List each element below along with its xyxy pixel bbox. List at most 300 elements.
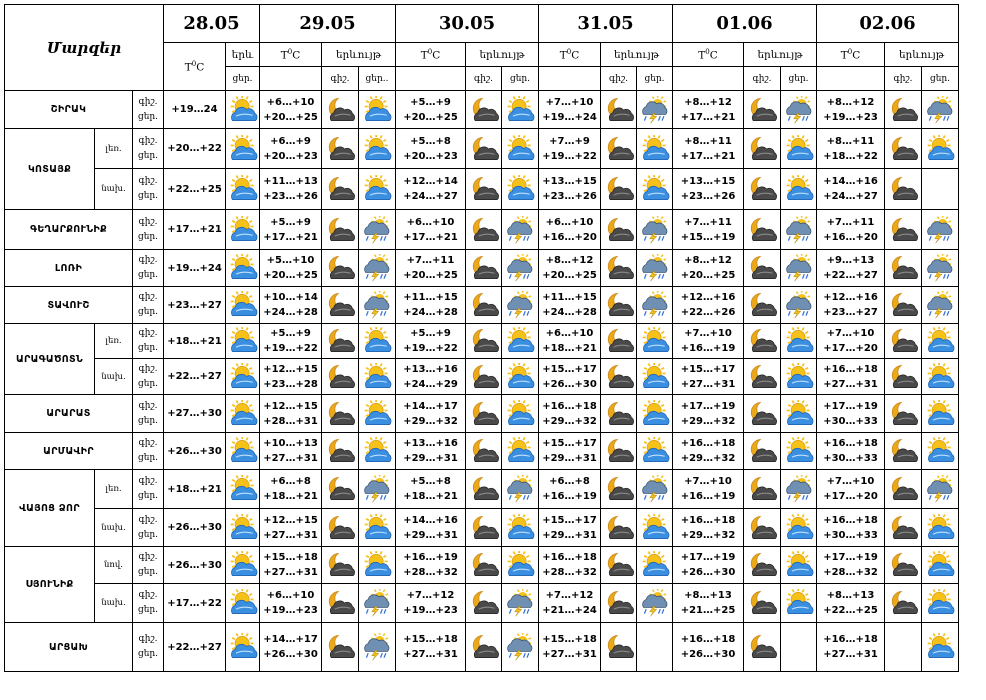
- night-temp: +6…+10: [406, 216, 455, 228]
- sun-cloud-icon: [637, 324, 673, 359]
- night-day-label: [133, 395, 164, 433]
- sun-cloud-icon: [502, 433, 539, 470]
- night-subheader: գիշ.: [322, 67, 359, 91]
- temp-label: T: [420, 49, 428, 62]
- night-day-label: [133, 250, 164, 287]
- temperature-cell: [673, 324, 744, 359]
- sun-storm-icon: [922, 210, 959, 250]
- region-name: ՇԻՐԱԿ: [5, 91, 133, 129]
- moon-cloud-icon: [601, 210, 637, 250]
- table-row: [5, 359, 959, 395]
- sun-storm-icon: [922, 250, 959, 287]
- temperature-cell: [164, 250, 226, 287]
- forecast-table: [4, 4, 959, 672]
- day-temp: +26…+30: [263, 649, 318, 660]
- temperature-cell: [396, 470, 466, 509]
- day-temp: +17…+21: [263, 231, 318, 243]
- degree-mark: 0: [191, 59, 197, 68]
- sun-cloud-icon: [226, 210, 260, 250]
- day-temp: +23…+26: [263, 191, 318, 202]
- night-day-label: [133, 129, 164, 169]
- empty-icon-cell: [637, 623, 673, 672]
- degree-mark: 0: [566, 47, 572, 56]
- moon-cloud-icon: [744, 287, 781, 324]
- day-label: ցեր.: [137, 378, 159, 389]
- day-temp: +28…+31: [263, 415, 318, 427]
- sun-cloud-icon: [359, 433, 396, 470]
- day-subheader: ցեր.: [226, 67, 260, 91]
- day-temp: +19…24: [171, 104, 218, 115]
- night-temp: +12…+14: [403, 176, 458, 187]
- sun-cloud-icon: [359, 395, 396, 433]
- temperature-cell: [260, 433, 322, 470]
- night-temp: +16…+18: [823, 438, 878, 449]
- moon-cloud-icon: [466, 324, 502, 359]
- empty-cell: [396, 67, 466, 91]
- moon-cloud-icon: [322, 623, 359, 672]
- moon-cloud-icon: [885, 359, 922, 395]
- temperature-cell: [817, 584, 885, 623]
- degree-mark: 0: [287, 47, 293, 56]
- day-temp: +27…+31: [263, 567, 318, 578]
- day-subheader: ցեր.: [502, 67, 539, 91]
- day-temp: +21…+25: [680, 605, 736, 616]
- temperature-cell: [164, 395, 226, 433]
- night-temp: +7…+10: [826, 328, 875, 339]
- night-label: գիշ.: [138, 328, 158, 338]
- sun-cloud-icon: [226, 623, 260, 672]
- day-subheader: ցեր..: [359, 67, 396, 91]
- temp-label: T: [280, 49, 288, 62]
- night-temp: +14…+16: [403, 514, 458, 526]
- moon-cloud-icon: [322, 210, 359, 250]
- temperature-cell: [817, 547, 885, 584]
- temp-label: T: [559, 49, 567, 62]
- night-temp: +13…+15: [680, 176, 736, 187]
- night-temp: +7…+11: [406, 255, 455, 266]
- night-day-label: [133, 470, 164, 509]
- sun-cloud-icon: [637, 547, 673, 584]
- night-temp: +15…+18: [263, 552, 318, 563]
- region-name: ՍՅՈՒՆԻՔ: [5, 547, 95, 623]
- temperature-cell: [539, 547, 601, 584]
- night-temp: +5…+9: [270, 328, 311, 339]
- day-temp: +29…+32: [680, 529, 736, 541]
- moon-cloud-icon: [466, 470, 502, 509]
- sun-cloud-icon: [502, 91, 539, 129]
- empty-cell: [260, 67, 322, 91]
- day-temp: +26…+30: [680, 649, 736, 660]
- night-label: գիշ.: [138, 590, 158, 600]
- night-temp: +17…+19: [680, 552, 736, 563]
- day-subheader: ցեր.: [637, 67, 673, 91]
- night-temp: +13…+15: [542, 176, 597, 187]
- sun-storm-icon: [781, 470, 817, 509]
- phenomenon-header: երևույթ: [744, 43, 817, 67]
- temperature-cell: [817, 623, 885, 672]
- sun-storm-icon: [637, 210, 673, 250]
- moon-cloud-icon: [466, 395, 502, 433]
- night-temp: +15…+17: [542, 363, 597, 375]
- sun-cloud-icon: [226, 129, 260, 169]
- temp-unit: C: [292, 49, 301, 62]
- temperature-cell: [539, 584, 601, 623]
- temperature-cell: [673, 623, 744, 672]
- temperature-cell: [396, 547, 466, 584]
- day-label: ցեր.: [137, 567, 159, 577]
- moon-cloud-icon: [885, 250, 922, 287]
- table-row: [5, 470, 959, 509]
- sun-storm-icon: [502, 584, 539, 623]
- temperature-cell: [817, 433, 885, 470]
- temperature-cell: [539, 210, 601, 250]
- temperature-cell: [817, 470, 885, 509]
- night-temp: +7…+11: [826, 216, 875, 228]
- night-temp: +6…+10: [266, 590, 315, 601]
- empty-icon-cell: [885, 623, 922, 672]
- temperature-cell: [260, 395, 322, 433]
- sun-cloud-icon: [502, 169, 539, 210]
- moon-cloud-icon: [744, 91, 781, 129]
- day-temp: +28…+32: [542, 567, 597, 578]
- day-temp: +19…+24: [167, 262, 222, 274]
- temperature-cell: [396, 250, 466, 287]
- temperature-cell: [396, 395, 466, 433]
- temperature-cell: [396, 359, 466, 395]
- temperature-cell: [260, 324, 322, 359]
- sun-storm-icon: [502, 470, 539, 509]
- moon-cloud-icon: [744, 395, 781, 433]
- sun-storm-icon: [359, 210, 396, 250]
- moon-cloud-icon: [885, 91, 922, 129]
- sun-cloud-icon: [922, 359, 959, 395]
- table-row: [5, 287, 959, 324]
- subregion-name: նով.: [95, 547, 133, 584]
- sun-cloud-icon: [781, 547, 817, 584]
- day-temp: +16…+19: [680, 343, 736, 354]
- night-temp: +16…+18: [823, 363, 878, 375]
- moon-cloud-icon: [322, 91, 359, 129]
- temperature-cell: [539, 623, 601, 672]
- night-label: գիշ.: [138, 135, 158, 146]
- sun-cloud-icon: [781, 584, 817, 623]
- sun-cloud-icon: [226, 584, 260, 623]
- moon-cloud-icon: [466, 210, 502, 250]
- sun-cloud-icon: [922, 433, 959, 470]
- night-temp: +7…+11: [684, 216, 732, 228]
- region-name: ԱՐՄԱՎԻՐ: [5, 433, 133, 470]
- night-temp: +16…+18: [680, 514, 736, 526]
- night-temp: +6…+10: [545, 216, 594, 228]
- temperature-cell: [164, 91, 226, 129]
- day-temp: +24…+28: [542, 307, 597, 318]
- moon-cloud-icon: [466, 433, 502, 470]
- temperature-cell: [260, 584, 322, 623]
- moon-cloud-icon: [744, 623, 781, 672]
- night-temp: +5…+9: [410, 96, 451, 108]
- day-temp: +22…+26: [680, 307, 736, 318]
- sun-cloud-icon: [359, 91, 396, 129]
- night-label: գիշ.: [138, 634, 158, 644]
- night-temp: +14…+17: [403, 400, 458, 412]
- moon-cloud-icon: [885, 433, 922, 470]
- sun-storm-icon: [502, 210, 539, 250]
- temperature-cell: [817, 324, 885, 359]
- temp-unit: C: [852, 49, 861, 62]
- moon-cloud-icon: [744, 359, 781, 395]
- night-temp: +16…+18: [823, 514, 878, 526]
- temperature-cell: [396, 433, 466, 470]
- moon-cloud-icon: [601, 287, 637, 324]
- moon-cloud-icon: [601, 433, 637, 470]
- night-day-label: [133, 584, 164, 623]
- night-temp: +11…+13: [263, 176, 318, 187]
- sun-storm-icon: [359, 584, 396, 623]
- temperature-cell: [260, 287, 322, 324]
- sun-storm-icon: [922, 287, 959, 324]
- moon-cloud-icon: [466, 509, 502, 547]
- sun-storm-icon: [781, 287, 817, 324]
- sun-cloud-icon: [922, 623, 959, 672]
- date-header: 02.06: [817, 5, 959, 43]
- day-temp: +23…+26: [542, 191, 597, 202]
- moon-cloud-icon: [466, 287, 502, 324]
- sun-storm-icon: [637, 91, 673, 129]
- temperature-cell: [164, 509, 226, 547]
- moon-cloud-icon: [601, 470, 637, 509]
- day-temp: +23…+27: [167, 299, 222, 311]
- sun-cloud-icon: [781, 324, 817, 359]
- night-temp: +13…+16: [403, 438, 458, 449]
- moon-cloud-icon: [601, 129, 637, 169]
- temperature-cell: [396, 623, 466, 672]
- day-temp: +20…+23: [403, 150, 458, 162]
- sun-storm-icon: [781, 210, 817, 250]
- temperature-cell: [817, 287, 885, 324]
- night-temp: +10…+14: [263, 292, 318, 303]
- temperature-cell: [260, 169, 322, 210]
- table-row: [5, 91, 959, 129]
- temperature-cell: [817, 509, 885, 547]
- day-temp: +19…+22: [542, 150, 597, 162]
- day-temp: +19…+22: [263, 343, 318, 354]
- sun-cloud-icon: [781, 395, 817, 433]
- night-temp: +5…+9: [410, 328, 451, 339]
- degree-mark: 0: [427, 47, 433, 56]
- degree-mark: 0: [705, 47, 710, 56]
- temp-header: [396, 43, 466, 67]
- moon-cloud-icon: [322, 129, 359, 169]
- night-day-label: [133, 433, 164, 470]
- moon-cloud-icon: [744, 324, 781, 359]
- night-subheader: գիշ.: [885, 67, 922, 91]
- night-day-label: [133, 287, 164, 324]
- night-temp: +15…+17: [680, 363, 736, 375]
- day-temp: +27…+31: [823, 378, 878, 390]
- sun-storm-icon: [359, 623, 396, 672]
- temperature-cell: [164, 210, 226, 250]
- moon-cloud-icon: [466, 129, 502, 169]
- region-name: ՎԱՅՈՑ ՁՈՐ: [5, 470, 95, 547]
- temp-unit: C: [432, 49, 441, 62]
- table-row: [5, 169, 959, 210]
- header-row-dates: [5, 5, 959, 43]
- moon-cloud-icon: [885, 210, 922, 250]
- temp-header: [673, 43, 744, 67]
- moon-cloud-icon: [744, 210, 781, 250]
- day-temp: +29…+32: [680, 415, 736, 427]
- table-row: [5, 509, 959, 547]
- table-row: [5, 250, 959, 287]
- phenomenon-header: երևույթ: [466, 43, 539, 67]
- moon-cloud-icon: [322, 547, 359, 584]
- day-temp: +24…+28: [403, 307, 458, 318]
- temp-label: T: [184, 61, 192, 74]
- sun-cloud-icon: [502, 395, 539, 433]
- moon-cloud-icon: [322, 433, 359, 470]
- moon-cloud-icon: [601, 91, 637, 129]
- temperature-cell: [539, 433, 601, 470]
- night-label: գիշ.: [138, 292, 158, 302]
- sun-cloud-icon: [359, 359, 396, 395]
- table-row: [5, 584, 959, 623]
- temperature-cell: [817, 169, 885, 210]
- sun-cloud-icon: [637, 169, 673, 210]
- forecast-table-container: [4, 4, 959, 672]
- day-temp: +28…+32: [403, 567, 458, 578]
- temperature-cell: [673, 395, 744, 433]
- temperature-cell: [260, 129, 322, 169]
- moon-cloud-icon: [466, 359, 502, 395]
- day-temp: +22…+27: [167, 641, 222, 653]
- night-temp: +8…+12: [545, 255, 594, 266]
- temperature-cell: [164, 547, 226, 584]
- moon-cloud-icon: [601, 395, 637, 433]
- temperature-cell: [164, 470, 226, 509]
- subregion-name: նախ.: [95, 169, 133, 210]
- day-temp: +23…+26: [680, 191, 736, 202]
- region-name: ԿՈՏԱՅՔ: [5, 129, 95, 210]
- moon-cloud-icon: [744, 584, 781, 623]
- day-temp: +30…+33: [823, 529, 878, 541]
- temperature-cell: [164, 584, 226, 623]
- empty-cell: [673, 67, 744, 91]
- day-temp: +27…+31: [263, 453, 318, 464]
- day-temp: +20…+23: [263, 150, 318, 162]
- day-temp: +19…+24: [542, 111, 597, 123]
- moon-cloud-icon: [322, 584, 359, 623]
- day-temp: +19…+22: [403, 343, 458, 354]
- temperature-cell: [673, 91, 744, 129]
- sun-cloud-icon: [922, 129, 959, 169]
- moon-cloud-icon: [744, 509, 781, 547]
- day-temp: +16…+20: [542, 231, 597, 243]
- day-temp: +21…+24: [542, 605, 597, 616]
- subregion-name: լեռ.: [95, 324, 133, 359]
- day-label: ցեր.: [137, 231, 159, 242]
- sun-storm-icon: [502, 287, 539, 324]
- sun-cloud-icon: [781, 129, 817, 169]
- night-day-label: [133, 210, 164, 250]
- day-label: ցեր.: [137, 343, 159, 353]
- region-name: ԳԵՂԱՐՔՈՒՆԻՔ: [5, 210, 133, 250]
- night-label: գիշ.: [138, 216, 158, 227]
- day-temp: +29…+31: [403, 529, 458, 541]
- day-temp: +20…+22: [167, 143, 222, 154]
- sun-cloud-icon: [359, 509, 396, 547]
- day-temp: +22…+27: [823, 270, 878, 281]
- day-temp: +29…+31: [403, 453, 458, 464]
- moon-cloud-icon: [885, 169, 922, 210]
- day-temp: +15…+19: [680, 231, 736, 243]
- night-temp: +14…+17: [263, 634, 318, 645]
- day-temp: +27…+31: [823, 649, 878, 660]
- night-temp: +16…+19: [403, 552, 458, 563]
- region-name: ՏԱՎՈՒՇ: [5, 287, 133, 324]
- temperature-cell: [396, 324, 466, 359]
- phenomenon-header: երև: [226, 43, 260, 67]
- night-label: գիշ.: [138, 255, 158, 265]
- sun-storm-icon: [637, 287, 673, 324]
- night-subheader: գիշ.: [744, 67, 781, 91]
- sun-cloud-icon: [922, 547, 959, 584]
- phenomenon-header: երևույթ: [601, 43, 673, 67]
- sun-cloud-icon: [922, 584, 959, 623]
- temperature-cell: [673, 169, 744, 210]
- table-row: [5, 433, 959, 470]
- day-label: ցեր.: [137, 491, 159, 501]
- temp-unit: C: [196, 61, 205, 74]
- day-temp: +30…+33: [823, 415, 878, 427]
- moon-cloud-icon: [466, 584, 502, 623]
- night-day-label: [133, 91, 164, 129]
- night-day-label: [133, 359, 164, 395]
- sun-cloud-icon: [226, 250, 260, 287]
- moon-cloud-icon: [885, 584, 922, 623]
- night-temp: +7…+12: [406, 590, 455, 601]
- sun-storm-icon: [781, 250, 817, 287]
- temperature-cell: [673, 433, 744, 470]
- sun-cloud-icon: [781, 509, 817, 547]
- day-temp: +18…+21: [167, 335, 222, 347]
- night-temp: +17…+19: [680, 400, 736, 412]
- moon-cloud-icon: [601, 250, 637, 287]
- sun-cloud-icon: [226, 470, 260, 509]
- day-temp: +27…+31: [403, 649, 458, 660]
- temperature-cell: [260, 91, 322, 129]
- moon-cloud-icon: [322, 509, 359, 547]
- night-temp: +15…+17: [542, 514, 597, 526]
- moon-cloud-icon: [744, 433, 781, 470]
- sun-cloud-icon: [502, 359, 539, 395]
- day-temp: +27…+31: [263, 529, 318, 541]
- day-temp: +26…+30: [167, 559, 222, 571]
- region-name: ԼՈՌԻ: [5, 250, 133, 287]
- sun-cloud-icon: [922, 395, 959, 433]
- temperature-cell: [164, 287, 226, 324]
- night-label: գիշ.: [138, 476, 158, 486]
- day-temp: +26…+30: [680, 567, 736, 578]
- date-header: 29.05: [260, 5, 396, 43]
- day-temp: +22…+25: [823, 605, 878, 616]
- day-temp: +30…+33: [823, 453, 878, 464]
- sun-cloud-icon: [226, 433, 260, 470]
- night-temp: +6…+8: [549, 476, 590, 487]
- temperature-cell: [539, 470, 601, 509]
- subregion-name: լեռ.: [95, 129, 133, 169]
- region-name: ԱՐԱՐԱՏ: [5, 395, 133, 433]
- night-label: գիշ.: [138, 400, 158, 411]
